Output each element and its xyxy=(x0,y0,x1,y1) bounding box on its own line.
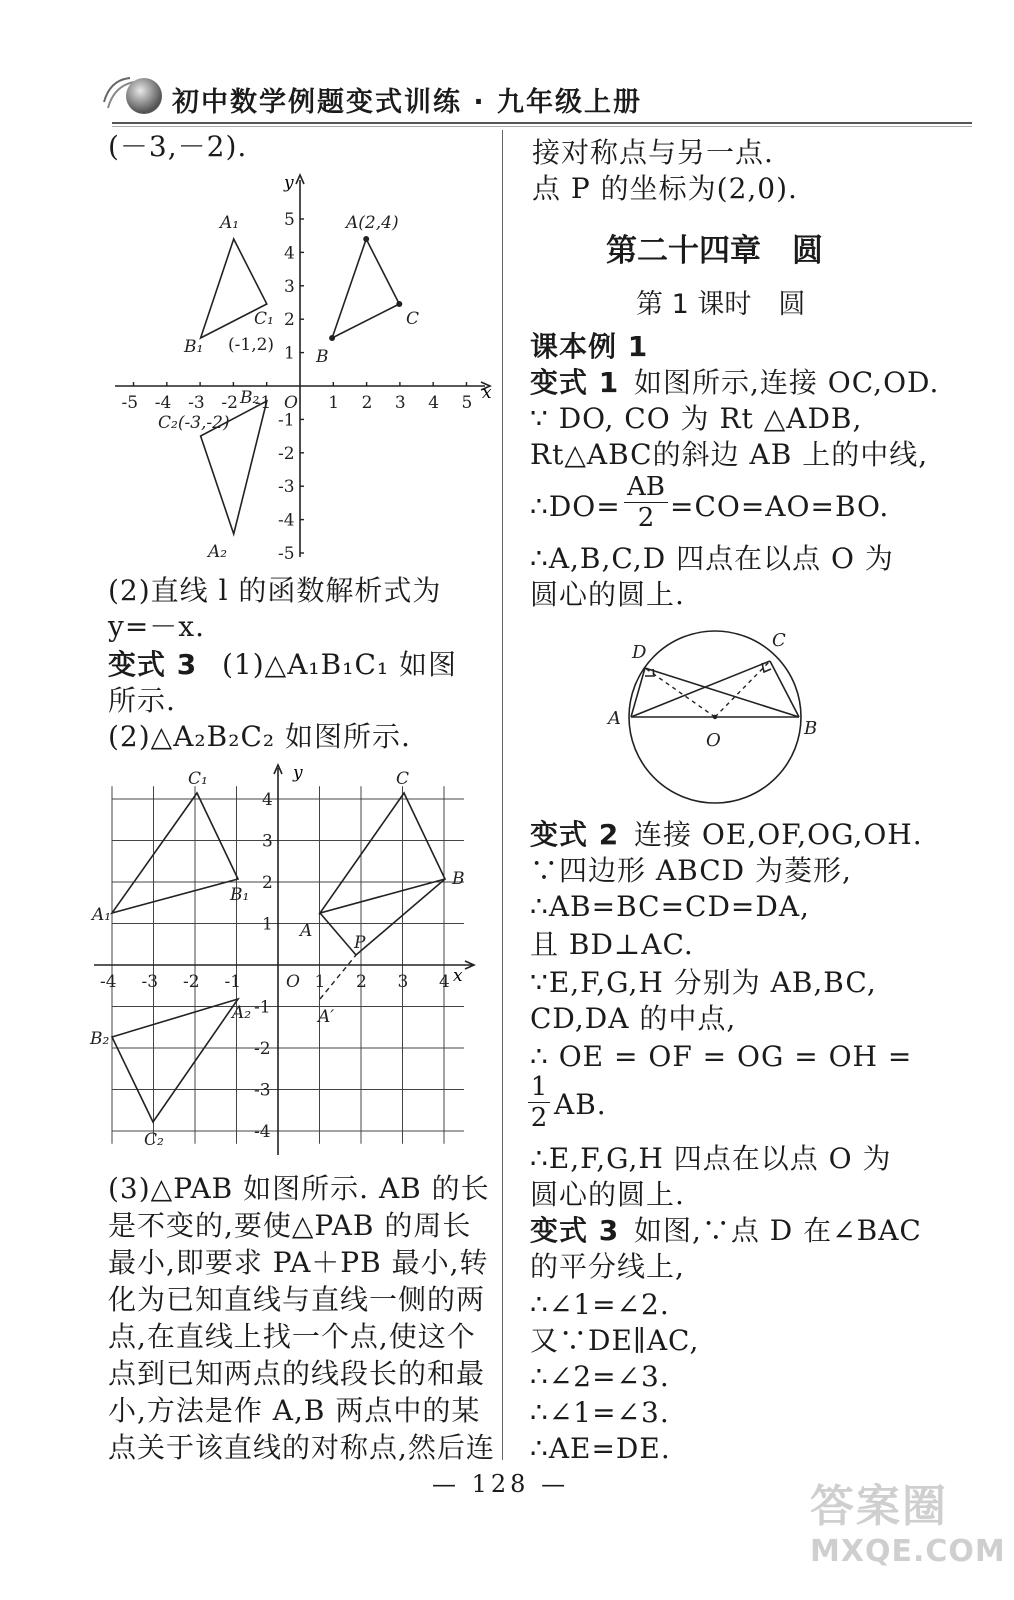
v3-line-2: 所示. xyxy=(108,684,176,717)
y-tick-label: 2 xyxy=(284,310,295,331)
label-c: C xyxy=(396,769,410,789)
v2-line-8-suffix: AB. xyxy=(554,1088,607,1121)
v2-line-7: ∴ OE = OF = OG = OH = xyxy=(530,1040,913,1073)
v2-fraction-denominator: 2 xyxy=(528,1102,550,1133)
label-c1-coord: (-1,2) xyxy=(228,335,275,355)
right-line-1: 接对称点与另一点. xyxy=(532,136,774,169)
watermark-text-2: MXQE.COM xyxy=(810,1534,1006,1569)
label-c2: C₂(-3,-2) xyxy=(158,413,230,433)
x-tick-label: -4 xyxy=(100,972,117,992)
v3r-line-4: 又∵DE∥AC, xyxy=(530,1324,700,1357)
label-b: B xyxy=(452,869,465,889)
origin-label: O xyxy=(286,972,300,992)
v3r-line-6: ∴∠1=∠3. xyxy=(530,1396,670,1429)
v2-fraction xyxy=(528,1072,550,1133)
v3-label-left: 变式 3 xyxy=(108,648,198,681)
header-title: 初中数学例题变式训练 · 九年级上册 xyxy=(172,87,643,118)
p3-line: 最小,即要求 PA＋PB 最小,转 xyxy=(108,1246,489,1279)
y-tick-label: 5 xyxy=(284,210,295,230)
x-tick-label: 3 xyxy=(394,393,406,413)
y-tick-label: -1 xyxy=(254,997,271,1018)
v1-eq-suffix: =CO=AO=BO. xyxy=(670,490,890,523)
v3r-line-1: 如图,∵点 D 在∠BAC xyxy=(634,1214,922,1247)
v2-line-10: 圆心的圆上. xyxy=(530,1178,685,1211)
label-c: C xyxy=(772,630,786,651)
x-tick-label: -5 xyxy=(121,393,139,413)
p2-line-1: (2)直线 l 的函数解析式为 xyxy=(108,574,442,607)
label-a: A xyxy=(300,921,313,941)
y-tick-label: 4 xyxy=(262,790,273,810)
x-axis-label: x xyxy=(453,966,463,986)
p3-line: (3)△PAB 如图所示. AB 的长 xyxy=(108,1172,490,1205)
x-tick-label: 3 xyxy=(397,972,409,992)
y-tick-label: 1 xyxy=(262,914,273,935)
left-line-1: (－3,－2). xyxy=(108,130,248,163)
header-logo-icon xyxy=(100,72,164,116)
label-a2: A₂ xyxy=(208,542,228,562)
point-a xyxy=(363,236,369,242)
v3r-line-5: ∴∠2=∠3. xyxy=(530,1360,670,1393)
v3-line-3: (2)△A₂B₂C₂ 如图所示. xyxy=(108,720,411,753)
p3-line: 点关于该直线的对称点,然后连 xyxy=(108,1431,495,1464)
y-tick-label: 3 xyxy=(284,276,295,297)
label-o: O xyxy=(706,730,721,751)
label-c2: C₂ xyxy=(144,1130,164,1150)
segment-aprime-p xyxy=(320,955,356,999)
page-number: — 128 — xyxy=(432,1470,570,1498)
segment-oc xyxy=(715,661,770,717)
p3-line: 点,在直线上找一个点,使这个 xyxy=(108,1320,476,1353)
label-a: A xyxy=(608,708,621,729)
v2-line-2: ∵四边形 ABCD 为菱形, xyxy=(530,854,852,887)
y-tick-label: -2 xyxy=(278,443,295,464)
triangle-abc xyxy=(332,239,399,338)
y-tick-label: -3 xyxy=(278,477,295,498)
x-tick-label: -2 xyxy=(183,972,200,992)
v1-line-3: Rt△ABC的斜边 AB 上的中线, xyxy=(530,438,929,471)
v2-line-5: ∵E,F,G,H 分别为 AB,BC, xyxy=(530,966,877,999)
v1-line-2: ∵ DO, CO 为 Rt △ADB, xyxy=(530,402,863,435)
right-line-2: 点 P 的坐标为(2,0). xyxy=(532,172,798,205)
p3-line: 化为已知直线与直线一侧的两 xyxy=(108,1283,486,1316)
watermark-text-1: 答案圈 xyxy=(810,1481,948,1532)
v1-fraction xyxy=(624,472,668,533)
v1-fraction-numerator: AB xyxy=(627,472,665,502)
x-axis-label: x xyxy=(482,383,492,403)
v1-fraction-denominator: 2 xyxy=(624,502,668,533)
y-axis-label: y xyxy=(284,173,294,193)
y-tick-label: 1 xyxy=(284,343,295,364)
x-tick-label: 4 xyxy=(428,393,440,413)
circle-figure xyxy=(600,626,830,816)
header-rule-thin xyxy=(112,126,972,127)
label-p: P xyxy=(354,933,366,953)
header-rule xyxy=(112,122,972,124)
coordinate-graph-1 xyxy=(110,172,500,562)
column-divider xyxy=(502,130,503,1460)
label-c1: C₁ xyxy=(254,309,274,329)
label-a2: A₂ xyxy=(232,1003,252,1023)
label-b1: B₁ xyxy=(184,337,204,357)
v3-label-right: 变式 3 xyxy=(530,1214,620,1247)
y-tick-label: 4 xyxy=(284,243,295,264)
chapter-title: 第二十四章 圆 xyxy=(606,233,823,269)
x-tick-label: -2 xyxy=(221,393,238,413)
label-b: B xyxy=(316,347,329,367)
example-heading: 课本例 1 xyxy=(530,330,649,363)
label-b: B xyxy=(804,718,818,739)
label-d: D xyxy=(632,642,647,663)
p3-line: 是不变的,要使△PAB 的周长 xyxy=(108,1209,472,1242)
p2-line-2: y=－x. xyxy=(108,610,205,643)
x-tick-label: -3 xyxy=(188,393,205,413)
v2-line-1: 连接 OE,OF,OG,OH. xyxy=(634,818,923,851)
v2-line-6: CD,DA 的中点, xyxy=(530,1002,737,1035)
v2-label: 变式 2 xyxy=(530,818,620,851)
y-tick-label: -1 xyxy=(278,410,295,431)
v2-line-4: 且 BD⊥AC. xyxy=(530,928,694,961)
label-b1: B₁ xyxy=(230,885,250,905)
v2-fraction-numerator: 1 xyxy=(530,1072,548,1102)
label-b2: B₂ xyxy=(90,1029,110,1049)
x-tick-label: -1 xyxy=(224,972,242,992)
p3-line: 小,方法是作 A,B 两点中的某 xyxy=(108,1394,481,1427)
label-c: C xyxy=(406,309,420,329)
label-a1: A₁ xyxy=(220,213,240,233)
v3r-line-3: ∴∠1=∠2. xyxy=(530,1288,670,1321)
y-tick-label: -2 xyxy=(254,1039,271,1059)
v2-line-3: ∴AB=BC=CD=DA, xyxy=(530,890,810,923)
v3-line-1: (1)△A₁B₁C₁ 如图 xyxy=(222,648,457,681)
v2-line-9: ∴E,F,G,H 四点在以点 O 为 xyxy=(530,1142,892,1175)
coordinate-graph-2 xyxy=(88,760,488,1160)
x-tick-label: 2 xyxy=(356,972,367,992)
x-tick-label: -4 xyxy=(154,393,172,413)
label-c1: C₁ xyxy=(188,769,208,789)
label-a1: A₁ xyxy=(92,905,112,925)
lesson-title: 第 1 课时 圆 xyxy=(636,289,806,320)
x-tick-label: 2 xyxy=(361,393,373,413)
origin-label: O xyxy=(284,393,298,413)
v1-line-6: 圆心的圆上. xyxy=(530,578,685,611)
y-axis-label: y xyxy=(293,763,303,783)
x-tick-label: 5 xyxy=(461,393,473,413)
v3r-line-7: ∴AE=DE. xyxy=(530,1432,671,1465)
x-tick-label: -1 xyxy=(254,393,272,413)
v1-label: 变式 1 xyxy=(530,366,620,399)
y-tick-label: -4 xyxy=(254,1122,271,1142)
v1-line-5: ∴A,B,C,D 四点在以点 O 为 xyxy=(530,542,894,575)
v3r-line-2: 的平分线上, xyxy=(530,1250,685,1283)
point-b xyxy=(329,335,335,341)
v1-eq-prefix: ∴DO= xyxy=(530,490,621,523)
y-tick-label: -5 xyxy=(278,544,295,562)
point-c xyxy=(396,301,402,307)
y-tick-label: -3 xyxy=(254,1080,271,1101)
x-tick-label: 1 xyxy=(314,972,326,992)
v1-line-1: 如图所示,连接 OC,OD. xyxy=(634,366,940,399)
y-tick-label: 3 xyxy=(262,831,273,852)
segment-pa xyxy=(320,913,356,955)
y-tick-label: -4 xyxy=(278,510,295,531)
label-aprime: A′ xyxy=(318,1007,335,1027)
watermark xyxy=(810,1470,1010,1590)
x-tick-label: 1 xyxy=(328,393,340,413)
center-o xyxy=(713,715,717,719)
x-tick-label: 4 xyxy=(439,972,450,992)
triangle-a2b2c2 xyxy=(112,999,238,1122)
p3-line: 点到已知两点的线段长的和最 xyxy=(108,1357,486,1390)
segment-od xyxy=(645,668,715,717)
label-b2: B₂ xyxy=(240,388,260,408)
x-tick-label: -3 xyxy=(141,972,159,992)
triangle-a1b1c1 xyxy=(112,793,238,913)
y-tick-label: 2 xyxy=(262,873,273,893)
label-a: A(2,4) xyxy=(346,213,399,233)
